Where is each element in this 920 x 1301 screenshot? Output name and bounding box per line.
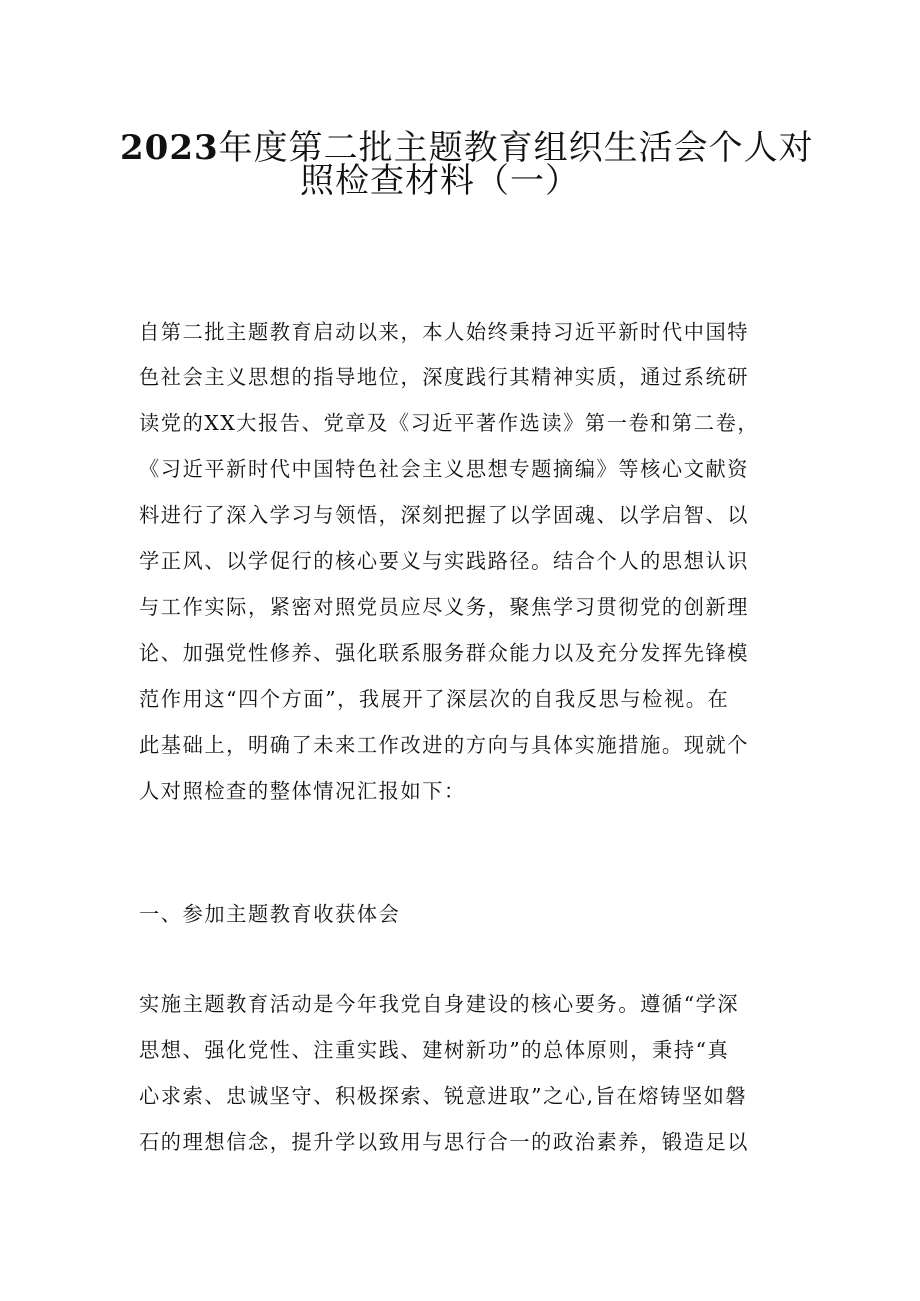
intro-line: 《习近平新时代中国特色社会主义思想专题摘编》等核心文献资 [139, 457, 750, 481]
intro-line: 学正风、以学促行的核心要义与实践路径。结合个人的思想认识 [139, 549, 750, 573]
intro-line: 料进行了深入学习与领悟，深刻把握了以学固魂、以学启智、以 [139, 503, 750, 527]
intro-line: 读党的XX大报告、党章及《习近平著作选读》第一卷和第二卷， [139, 411, 760, 435]
section-line: 思想、强化党性、注重实践、建树新功”的总体原则，秉持“真 [139, 1038, 730, 1062]
title-year: 2023 [120, 128, 219, 168]
intro-line: 人对照检查的整体情况汇报如下： [139, 779, 466, 803]
intro-line: 色社会主义思想的指导地位，深度践行其精神实质，通过系统研 [139, 365, 750, 389]
intro-line: 与工作实际，紧密对照党员应尽义务，聚焦学习贯彻党的创新理 [139, 595, 750, 619]
section-line: 心求索、忠诚坚守、积极探索、锐意进取”之心,旨在熔铸坚如磐 [139, 1084, 748, 1108]
intro-line: 论、加强党性修养、强化联系服务群众能力以及充分发挥先锋模 [139, 641, 750, 665]
section-line: 石的理想信念，提升学以致用与思行合一的政治素养，锻造足以 [139, 1130, 750, 1154]
section-line: 实施主题教育活动是今年我党自身建设的核心要务。遵循“学深 [139, 992, 740, 1016]
document-title-line-2: 照检查材料（一） [300, 161, 580, 201]
section-heading: 一、参加主题教育收获体会 [139, 902, 401, 926]
intro-line: 自第二批主题教育启动以来，本人始终秉持习近平新时代中国特 [139, 320, 750, 344]
title-line-1-text: 年度第二批主题教育组织生活会个人对 [218, 128, 814, 168]
intro-line: 此基础上，明确了未来工作改进的方向与具体实施措施。现就个 [139, 733, 750, 757]
intro-line: 范作用这“四个方面”，我展开了深层次的自我反思与检视。在 [139, 687, 730, 711]
